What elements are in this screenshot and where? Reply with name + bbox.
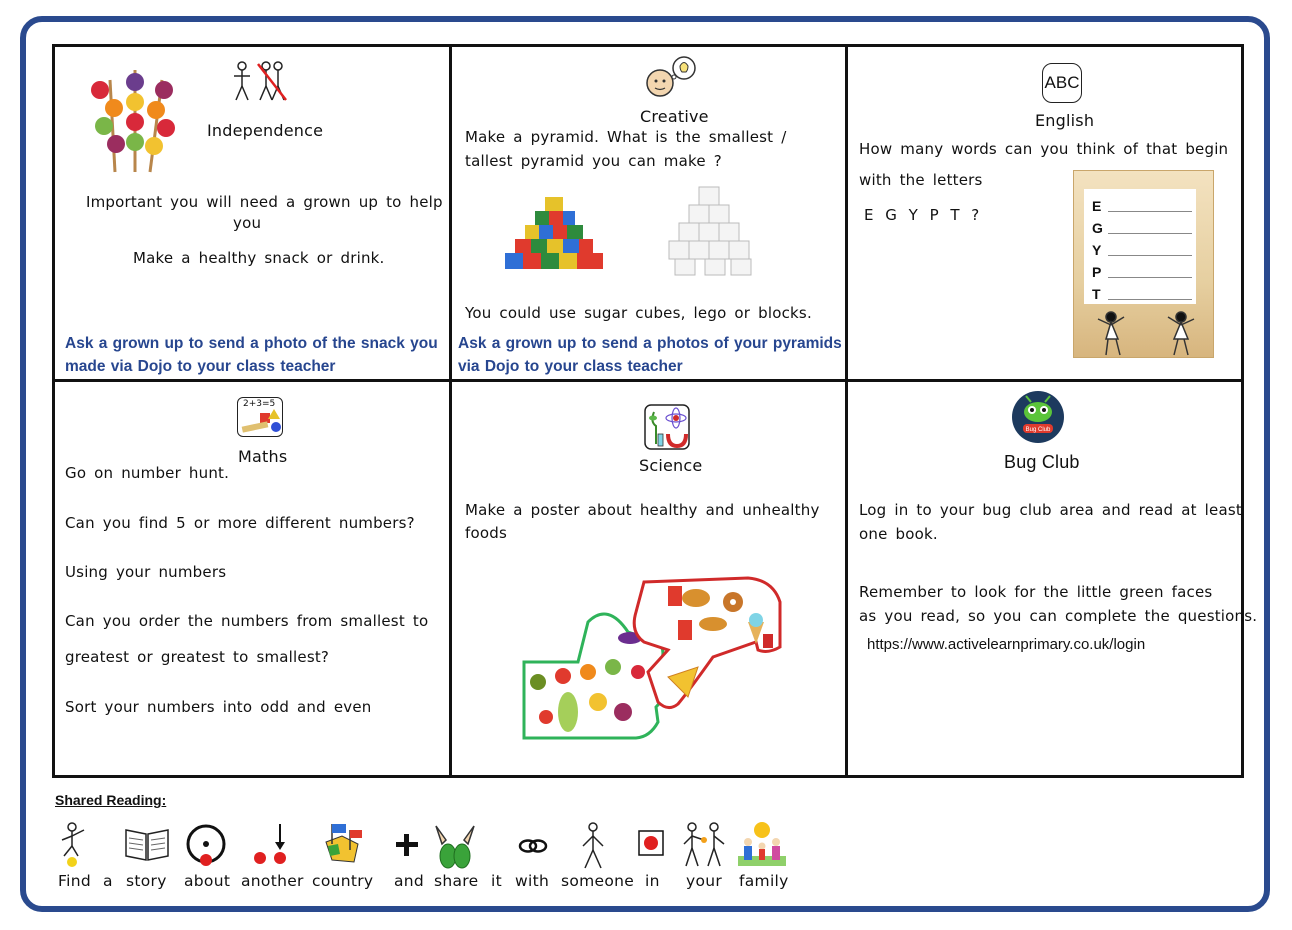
shared-word: share <box>434 872 479 890</box>
maths-title: Maths <box>238 447 288 466</box>
story-book-icon <box>124 826 170 862</box>
acrostic-letter: E <box>1092 198 1102 214</box>
acrostic-letter: Y <box>1092 242 1102 258</box>
abc-icon: ABC <box>1042 63 1082 103</box>
independence-text-1: Important you will need a grown up to help <box>86 193 443 211</box>
english-text-2: with the letters <box>859 171 983 189</box>
creative-text-3: You could use sugar cubes, lego or blocks. <box>465 304 812 322</box>
bugclub-login-link[interactable]: https://www.activelearnprimary.co.uk/login <box>867 636 1146 653</box>
creative-instruction-1: Ask a grown up to send a photos of your pyramids <box>458 335 842 352</box>
acrostic-letter: P <box>1092 264 1102 280</box>
sugar-cube-pyramid-image <box>665 185 755 277</box>
maths-icon: 2+3=5 <box>237 397 283 437</box>
english-text-1: How many words can you think of that begin <box>859 140 1229 158</box>
shared-word: about <box>184 872 231 890</box>
shared-word: story <box>126 872 167 890</box>
someone-icon <box>580 822 606 870</box>
shared-word: it <box>491 872 502 890</box>
grid-divider <box>845 47 848 775</box>
creative-title: Creative <box>640 107 709 126</box>
fruit-skewers-image <box>80 60 190 175</box>
grid-divider <box>449 47 452 775</box>
bugclub-text-2: one book. <box>859 525 938 543</box>
maths-text: Can you find 5 or more different numbers? <box>65 514 415 532</box>
family-icon <box>738 820 786 868</box>
bug-club-logo-text: Bug Club <box>1025 427 1051 433</box>
independence-icon <box>232 60 290 104</box>
independence-text-3: Make a healthy snack or drink. <box>133 249 385 267</box>
shared-reading-title: Shared Reading: <box>55 792 167 808</box>
bugclub-text-4: as you read, so you can complete the questions. <box>859 607 1258 625</box>
independence-text-2: you <box>233 214 262 232</box>
shared-word: your <box>686 872 723 890</box>
shared-word: family <box>739 872 789 890</box>
creative-instruction-2: via Dojo to your class teacher <box>458 358 683 375</box>
maths-text: greatest or greatest to smallest? <box>65 648 330 666</box>
independence-instruction-1: Ask a grown up to send a photo of the snack you <box>65 335 438 352</box>
creative-thinking-icon <box>644 55 698 101</box>
maths-text: Can you order the numbers from smallest to <box>65 612 429 630</box>
maths-text: Using your numbers <box>65 563 227 581</box>
in-icon <box>638 830 664 858</box>
shared-word: Find <box>58 872 91 890</box>
english-title: English <box>1035 111 1095 130</box>
science-text-2: foods <box>465 524 507 542</box>
your-icon <box>682 822 726 868</box>
shared-word: and <box>394 872 425 890</box>
independence-instruction-2: made via Dojo to your class teacher <box>65 358 336 375</box>
shared-word: someone <box>561 872 635 890</box>
shared-word: with <box>515 872 550 890</box>
and-plus-icon <box>394 832 420 858</box>
bugclub-text-1: Log in to your bug club area and read at least <box>859 501 1242 519</box>
acrostic-letter: G <box>1092 220 1103 236</box>
english-letters: E G Y P T ? <box>864 206 982 224</box>
science-icon <box>644 404 690 450</box>
creative-text-2: tallest pyramid you can make ? <box>465 152 722 170</box>
bug-club-logo <box>1011 390 1065 444</box>
share-icon <box>432 822 478 870</box>
science-title: Science <box>639 456 703 475</box>
another-icon <box>250 822 290 866</box>
bugclub-text-3: Remember to look for the little green faces <box>859 583 1213 601</box>
find-icon <box>58 822 90 870</box>
maths-text: Sort your numbers into odd and even <box>65 698 372 716</box>
creative-text-1: Make a pyramid. What is the smallest / <box>465 128 787 146</box>
shared-word: country <box>312 872 374 890</box>
grid-divider <box>55 379 1241 382</box>
independence-title: Independence <box>207 121 324 140</box>
egypt-acrostic-sheet <box>1073 170 1214 358</box>
shared-word: in <box>645 872 660 890</box>
lego-pyramid-image <box>505 195 605 275</box>
science-text-1: Make a poster about healthy and unhealthy <box>465 501 820 519</box>
shared-word: a <box>103 872 113 890</box>
country-icon <box>318 822 364 866</box>
with-link-icon <box>518 838 548 854</box>
healthy-unhealthy-food-image <box>518 572 783 744</box>
shared-word: another <box>241 872 304 890</box>
bugclub-title: Bug Club <box>1004 452 1080 472</box>
acrostic-letter: T <box>1092 286 1101 302</box>
about-icon <box>184 824 228 868</box>
maths-text: Go on number hunt. <box>65 464 230 482</box>
